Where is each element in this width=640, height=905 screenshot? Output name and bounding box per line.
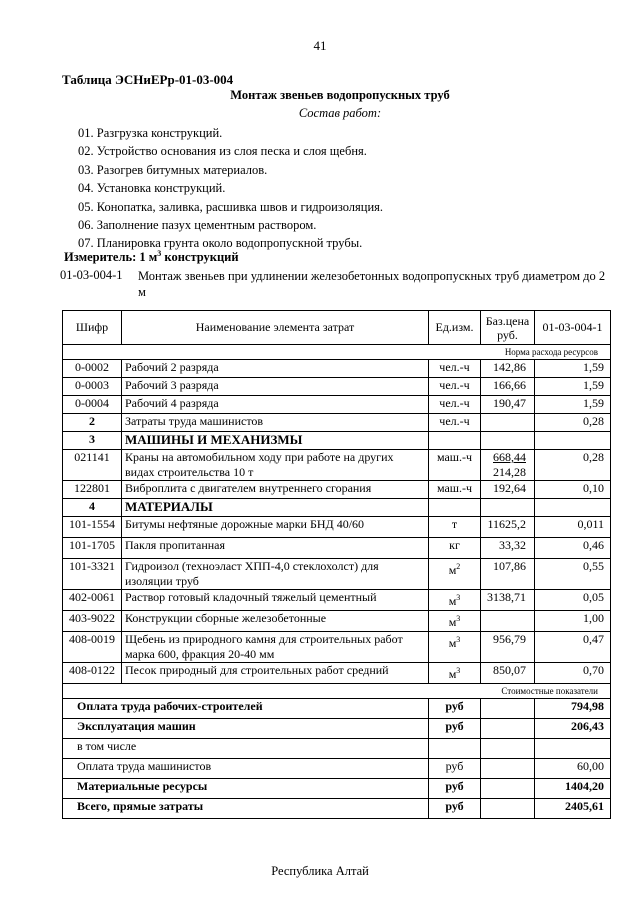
cell-unit: чел.-ч xyxy=(429,360,481,378)
cell-empty xyxy=(481,799,535,819)
cell-code: 0-0002 xyxy=(63,360,122,378)
table-row xyxy=(63,632,611,663)
cell-code: 101-3321 xyxy=(63,559,122,590)
cell-price: 956,79 xyxy=(481,632,535,663)
summary-unit: руб xyxy=(429,759,481,779)
footer-region: Республика Алтай xyxy=(271,864,369,878)
cell-price xyxy=(481,414,535,432)
measure-unit xyxy=(64,249,239,265)
measure-sup: 3 xyxy=(157,249,162,258)
cell-name: Щебень из природного камня для строительных работ марка 600, фракция 20-40 мм xyxy=(122,632,429,663)
cell-price xyxy=(481,450,535,481)
cell-price: 192,64 xyxy=(481,481,535,499)
section-row xyxy=(63,499,611,517)
composition-heading: Состав работ: xyxy=(298,106,382,120)
table-subtitle: Монтаж звеньев водопропускных труб xyxy=(230,88,450,102)
operation-item: 07. Планировка грунта около водопропускной трубы. xyxy=(78,236,363,251)
cell-name: Песок природный для строительных работ средний xyxy=(122,663,429,684)
cell-code: 408-0122 xyxy=(63,663,122,684)
operation-item: 06. Заполнение пазух цементным раствором. xyxy=(78,217,317,232)
unit-sup: 3 xyxy=(456,666,461,675)
cell-norm: 0,70 xyxy=(535,663,611,684)
cost-label-row xyxy=(63,684,611,699)
cell-norm: 0,011 xyxy=(535,517,611,538)
summary-unit: руб xyxy=(429,779,481,799)
unit-sup: 3 xyxy=(456,635,461,644)
cell-norm: 1,59 xyxy=(535,378,611,396)
cell-norm: 1,00 xyxy=(535,611,611,632)
item-description: Монтаж звеньев при удлинении железобетонных водопропускных труб диаметром до 2 м xyxy=(138,269,606,299)
summary-row xyxy=(63,799,611,819)
operation-item: 04. Установка конструкций. xyxy=(78,181,226,196)
cell-code: 0-0004 xyxy=(63,396,122,414)
cell-norm: 0,46 xyxy=(535,538,611,559)
cell-empty xyxy=(481,432,535,450)
summary-label: Эксплуатация машин xyxy=(63,719,429,739)
summary-value: 206,43 xyxy=(535,719,611,739)
unit-sup: 2 xyxy=(456,562,461,571)
cell-code: 0-0003 xyxy=(63,378,122,396)
cell-unit xyxy=(429,611,481,632)
summary-value: 2405,61 xyxy=(535,799,611,819)
price-value-secondary: 214,28 xyxy=(493,465,526,479)
cell-norm: 1,59 xyxy=(535,360,611,378)
cell-norm: 1,59 xyxy=(535,396,611,414)
unit-text: м xyxy=(448,563,457,577)
cell-empty xyxy=(481,719,535,739)
section-code: 3 xyxy=(63,432,122,450)
cell-price: 107,86 xyxy=(481,559,535,590)
summary-row xyxy=(63,719,611,739)
summary-label: Материальные ресурсы xyxy=(63,779,429,799)
cell-norm: 0,47 xyxy=(535,632,611,663)
cell-empty xyxy=(535,432,611,450)
summary-label: Всего, прямые затраты xyxy=(63,799,429,819)
cell-unit: чел.-ч xyxy=(429,396,481,414)
table-row xyxy=(63,450,611,481)
measure-label: Измеритель: 1 м xyxy=(64,250,158,265)
section-row xyxy=(63,432,611,450)
cell-name: Виброплита с двигателем внутреннего сгорания xyxy=(122,481,429,499)
table-row xyxy=(63,378,611,396)
summary-value: 60,00 xyxy=(535,759,611,779)
operation-item: 05. Конопатка, заливка, расшивка швов и гидроизоляция. xyxy=(78,199,384,214)
table-row xyxy=(63,481,611,499)
cell-empty xyxy=(481,759,535,779)
cell-unit: маш.-ч xyxy=(429,450,481,481)
summary-row xyxy=(63,739,611,759)
summary-value: 1404,20 xyxy=(535,779,611,799)
resource-table xyxy=(62,310,611,819)
item-code: 01-03-004-1 xyxy=(60,268,123,282)
cell-name: Конструкции сборные железобетонные xyxy=(122,611,429,632)
summary-value: 794,98 xyxy=(535,699,611,719)
cell-price: 166,66 xyxy=(481,378,535,396)
cell-unit: чел.-ч xyxy=(429,378,481,396)
cell-name: Битумы нефтяные дорожные марки БНД 40/60 xyxy=(122,517,429,538)
cell-norm: 0,05 xyxy=(535,590,611,611)
cell-code: 2 xyxy=(63,414,122,432)
cell-price: 3138,71 xyxy=(481,590,535,611)
cell-code: 403-9022 xyxy=(63,611,122,632)
cell-code: 122801 xyxy=(63,481,122,499)
cost-label: Стоимостные показатели xyxy=(63,684,611,699)
cell-name: Краны на автомобильном ходу при работе на других видах строительства 10 т xyxy=(122,450,429,481)
cell-price xyxy=(481,611,535,632)
cell-unit xyxy=(429,632,481,663)
summary-unit: руб xyxy=(429,719,481,739)
table-row xyxy=(63,414,611,432)
price-value: 668,44 xyxy=(493,450,526,464)
cell-name: Пакля пропитанная xyxy=(122,538,429,559)
header-row xyxy=(63,311,611,345)
header-code: Шифр xyxy=(63,311,122,345)
table-row xyxy=(63,590,611,611)
cell-code: 408-0019 xyxy=(63,632,122,663)
section-name: МАШИНЫ И МЕХАНИЗМЫ xyxy=(122,432,429,450)
cell-price: 850,07 xyxy=(481,663,535,684)
table-row xyxy=(63,663,611,684)
cell-unit: т xyxy=(429,517,481,538)
summary-row xyxy=(63,699,611,719)
summary-row xyxy=(63,779,611,799)
cell-code: 101-1705 xyxy=(63,538,122,559)
operation-item: 02. Устройство основания из слоя песка и слоя щебня. xyxy=(78,144,367,159)
unit-text: м xyxy=(448,594,457,608)
unit-text: м xyxy=(448,667,457,681)
cell-empty xyxy=(429,432,481,450)
cell-unit xyxy=(429,663,481,684)
summary-row xyxy=(63,759,611,779)
unit-sup: 3 xyxy=(456,593,461,602)
page-number: 41 xyxy=(313,38,327,53)
section-code: 4 xyxy=(63,499,122,517)
cell-name: Гидроизол (техноэласт ХПП-4,0 стеклохолст) для изоляции труб xyxy=(122,559,429,590)
cell-name: Рабочий 2 разряда xyxy=(122,360,429,378)
cell-norm: 0,28 xyxy=(535,414,611,432)
header-price: Баз.цена руб. xyxy=(481,311,535,345)
cell-code: 402-0061 xyxy=(63,590,122,611)
cell-unit xyxy=(429,590,481,611)
norm-label-row xyxy=(63,345,611,360)
header-unit: Ед.изм. xyxy=(429,311,481,345)
summary-unit: руб xyxy=(429,699,481,719)
unit-text: м xyxy=(448,615,457,629)
cell-unit: кг xyxy=(429,538,481,559)
cell-norm: 0,28 xyxy=(535,450,611,481)
cell-empty xyxy=(481,499,535,517)
header-name: Наименование элемента затрат xyxy=(122,311,429,345)
cell-name: Рабочий 4 разряда xyxy=(122,396,429,414)
table-row xyxy=(63,396,611,414)
summary-label: Оплата труда машинистов xyxy=(63,759,429,779)
summary-label: в том числе xyxy=(63,739,429,759)
cell-empty xyxy=(535,499,611,517)
cell-empty xyxy=(481,739,535,759)
cell-price: 11625,2 xyxy=(481,517,535,538)
cell-unit: маш.-ч xyxy=(429,481,481,499)
cell-norm: 0,10 xyxy=(535,481,611,499)
cell-norm: 0,55 xyxy=(535,559,611,590)
cell-unit xyxy=(429,559,481,590)
operation-item: 03. Разогрев битумных материалов. xyxy=(78,162,268,177)
cell-empty xyxy=(481,699,535,719)
table-row xyxy=(63,611,611,632)
unit-text: м xyxy=(448,636,457,650)
section-name: МАТЕРИАЛЫ xyxy=(122,499,429,517)
cell-empty xyxy=(481,779,535,799)
operations-list xyxy=(78,124,383,253)
unit-sup: 3 xyxy=(456,614,461,623)
operation-item: 01. Разгрузка конструкций. xyxy=(78,126,223,140)
summary-label: Оплата труда рабочих-строителей xyxy=(63,699,429,719)
cell-code: 101-1554 xyxy=(63,517,122,538)
measure-tail: конструкций xyxy=(161,250,239,265)
cell-name: Затраты труда машинистов xyxy=(122,414,429,432)
cell-name: Рабочий 3 разряда xyxy=(122,378,429,396)
summary-unit xyxy=(429,739,481,759)
table-row xyxy=(63,517,611,538)
summary-unit: руб xyxy=(429,799,481,819)
cell-price: 33,32 xyxy=(481,538,535,559)
table-row xyxy=(63,559,611,590)
cell-price: 142,86 xyxy=(481,360,535,378)
table-row xyxy=(63,360,611,378)
header-norm-code: 01-03-004-1 xyxy=(535,311,611,345)
table-title: Таблица ЭСНиЕРр-01-03-004 xyxy=(62,72,234,87)
table-row xyxy=(63,538,611,559)
cell-name: Раствор готовый кладочный тяжелый цементный xyxy=(122,590,429,611)
summary-value xyxy=(535,739,611,759)
norm-label: Норма расхода ресурсов xyxy=(63,345,611,360)
cell-code: 021141 xyxy=(63,450,122,481)
cell-price: 190,47 xyxy=(481,396,535,414)
cell-empty xyxy=(429,499,481,517)
cell-unit: чел.-ч xyxy=(429,414,481,432)
